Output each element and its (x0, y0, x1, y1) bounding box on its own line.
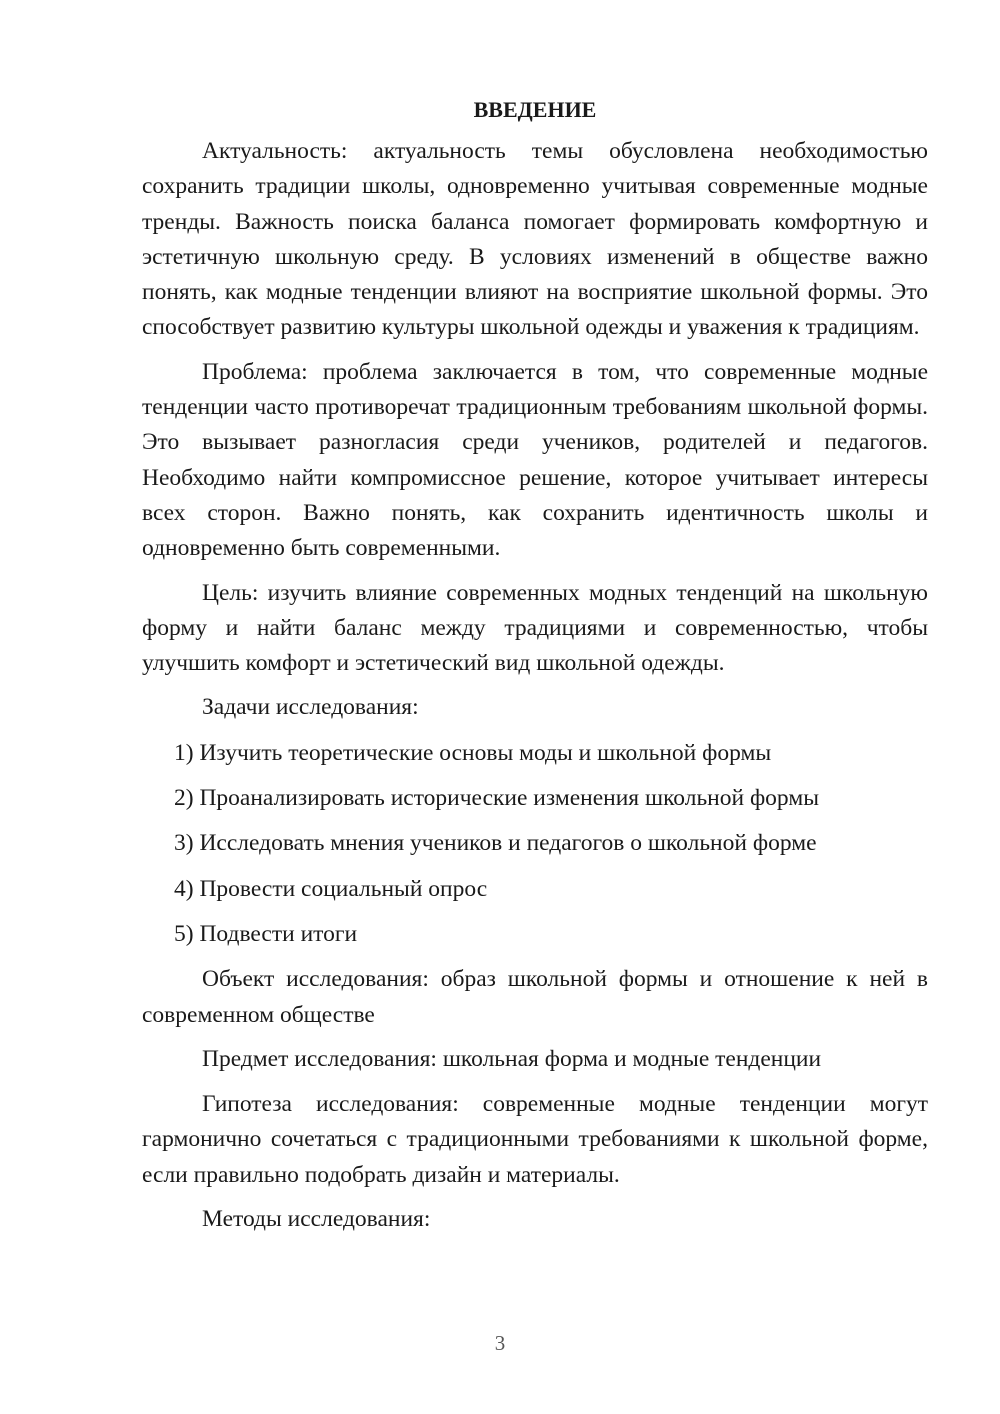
list-item: 2) Проанализировать исторические изменения школьной формы (174, 785, 819, 812)
tasks-list (142, 736, 928, 952)
tasks-heading: Задачи исследования: (202, 694, 419, 721)
list-item: 4) Провести социальный опрос (174, 875, 488, 902)
methods-heading: Методы исследования: (202, 1206, 431, 1233)
relevance-paragraph: Актуальность: актуальность темы обусловлена необходимостью сохранить традиции школы, одновременно учитывая современные модные тренды. Важность поиска баланса помогает формировать комфортную и эстетичную школьную среду. В условиях изменений в обществе важно понять, как модные тенденции влияют на восприятие школьной формы. Это способствует развитию культуры школьной одежды и уважения к традициям. (142, 138, 928, 341)
goal-paragraph: Цель: изучить влияние современных модных тенденций на школьную форму и найти баланс между традициями и современностью, чтобы улучшить комфорт и эстетический вид школьной одежды. (142, 579, 928, 677)
hypothesis-paragraph: Гипотеза исследования: современные модные тенденции могут гармонично сочетаться с традиционными требованиями к школьной форме, если правильно подобрать дизайн и материалы. (142, 1091, 928, 1188)
list-item: 5) Подвести итоги (174, 920, 358, 947)
list-item: 1) Изучить теоретические основы моды и школьной формы (174, 739, 772, 766)
document-page (142, 92, 928, 1247)
object-paragraph: Объект исследования: образ школьной формы и отношение к ней в современном обществе (142, 966, 928, 1028)
list-item: 3) Исследовать мнения учеников и педагогов о школьной форме (174, 830, 817, 857)
page-number: 3 (494, 1331, 506, 1355)
problem-paragraph: Проблема: проблема заключается в том, что современные модные тенденции часто противоречат традиционным требованиям школьной формы. Это вызывает разногласия среди учеников, родителей и педагогов. Необходимо найти компромиссное решение, которое учитывает интересы всех сторон. Важно понять, как сохранить идентичность школы и одновременно быть современными. (142, 358, 928, 562)
section-title: ВВЕДЕНИЕ (473, 97, 597, 122)
subject-paragraph: Предмет исследования: школьная форма и модные тенденции (202, 1045, 822, 1072)
